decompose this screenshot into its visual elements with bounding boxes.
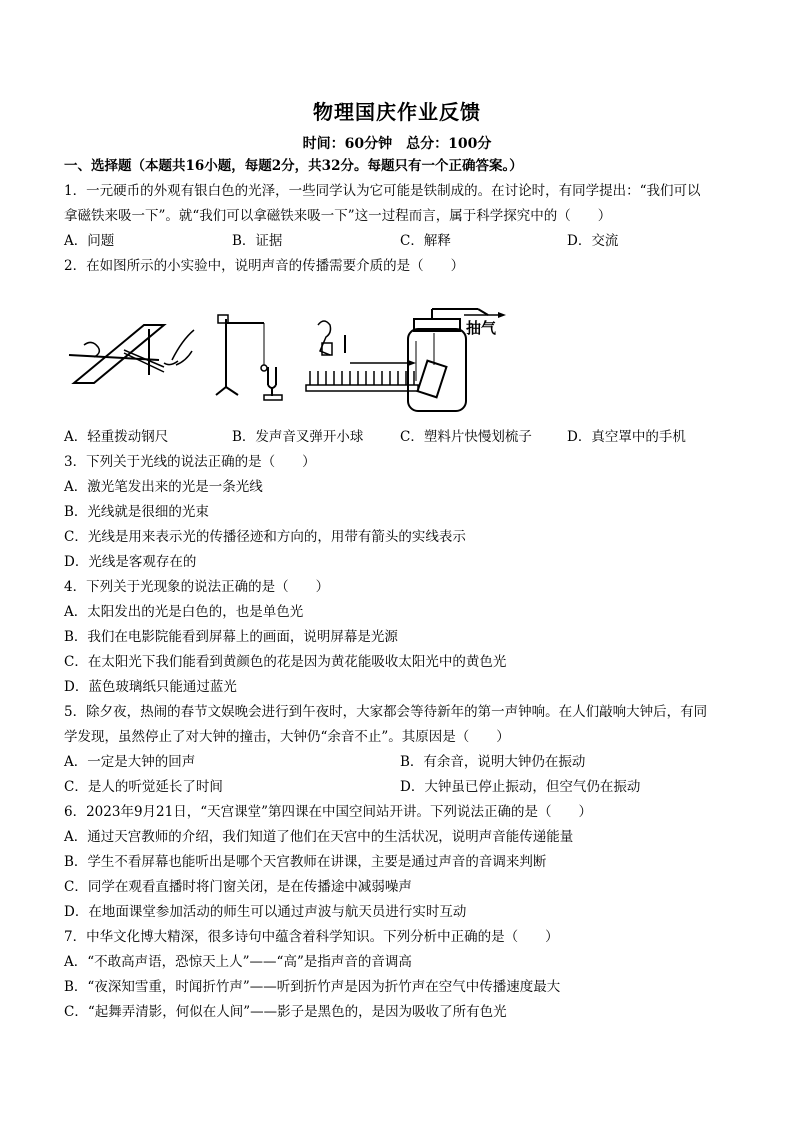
tuning-fork-figure xyxy=(212,305,292,405)
q7-option-a: A．“不敢高声语，恐惊天上人”——“高”是指声音的音调高 xyxy=(64,954,412,970)
q4-option-c: C．在太阳光下我们能看到黄颜色的花是因为黄花能吸收太阳光中的黄色光 xyxy=(64,654,507,670)
q1-option-c: C．解释 xyxy=(400,233,451,249)
section-heading: 一、选择题（本题共16小题，每题2分，共32分。每题只有一个正确答案。） xyxy=(64,158,523,174)
q2-option-b: B．发声音叉弹开小球 xyxy=(232,429,364,445)
q3-option-d: D．光线是客观存在的 xyxy=(64,554,197,570)
question-4-text: 4．下列关于光现象的说法正确的是（ ） xyxy=(64,579,330,595)
q4-option-b: B．我们在电影院能看到屏幕上的画面，说明屏幕是光源 xyxy=(64,629,398,645)
comb-figure xyxy=(300,305,420,405)
pump-air-label: 抽气 xyxy=(466,319,497,337)
q1-option-d: D．交流 xyxy=(567,233,619,249)
q2-option-a: A．轻重拨动钢尺 xyxy=(64,429,169,445)
question-6-text: 6．2023年9月21日，“天宫课堂”第四课在中国空间站开讲。下列说法正确的是（ ） xyxy=(64,804,593,820)
q5-option-b: B．有余音，说明大钟仍在振动 xyxy=(400,754,586,770)
q5-option-c: C．是人的听觉延长了时间 xyxy=(64,779,223,795)
question-7-text: 7．中华文化博大精深，很多诗句中蕴含着科学知识。下列分析中正确的是（ ） xyxy=(64,929,559,945)
question-2-text: 2．在如图所示的小实验中，说明声音的传播需要介质的是（ ） xyxy=(64,258,465,274)
q3-option-c: C．光线是用来表示光的传播径迹和方向的，用带有箭头的实线表示 xyxy=(64,529,466,545)
q2-option-d: D．真空罩中的手机 xyxy=(567,429,686,445)
question-3-text: 3．下列关于光线的说法正确的是（ ） xyxy=(64,454,316,470)
q4-option-d: D．蓝色玻璃纸只能通过蓝光 xyxy=(64,679,237,695)
q3-option-a: A．激光笔发出来的光是一条光线 xyxy=(64,479,263,495)
vacuum-jar-figure xyxy=(404,305,514,415)
question-1-text: 1．一元硬币的外观有银白色的光泽，一些同学认为它可能是铁制成的。在讨论时，有同学提出：“我们可以 xyxy=(64,183,701,199)
q7-option-b: B．“夜深知雪重，时闻折竹声”——听到折竹声是因为折竹声在空气中传播速度最大 xyxy=(64,979,561,995)
q1-option-b: B．证据 xyxy=(232,233,283,249)
question-5-text: 5．除夕夜，热闹的春节文娱晚会进行到午夜时，大家都会等待新年的第一声钟响。在人们敲响大钟后，有同 xyxy=(64,704,708,720)
q3-option-b: B．光线就是很细的光束 xyxy=(64,504,209,520)
question-5-text-cont: 学发现，虽然停止了对大钟的撞击，大钟仍“余音不止”。其原因是（ ） xyxy=(64,729,510,745)
q6-option-a: A．通过天宫教师的介绍，我们知道了他们在天宫中的生活状况，说明声音能传递能量 xyxy=(64,829,574,845)
q6-option-d: D．在地面课堂参加活动的师生可以通过声波与航天员进行实时互动 xyxy=(64,904,467,920)
q6-option-c: C．同学在观看直播时将门窗关闭，是在传播途中减弱噪声 xyxy=(64,879,412,895)
q5-option-a: A．一定是大钟的回声 xyxy=(64,754,196,770)
page-title: 物理国庆作业反馈 xyxy=(313,100,481,124)
steel-ruler-figure xyxy=(64,305,204,405)
q1-option-a: A．问题 xyxy=(64,233,115,249)
experiment-figure xyxy=(64,305,514,415)
q6-option-b: B．学生不看屏幕也能听出是哪个天宫教师在讲课，主要是通过声音的音调来判断 xyxy=(64,854,547,870)
exam-time-score: 时间：60分钟 总分：100分 xyxy=(302,136,492,152)
q7-option-c: C．“起舞弄清影，何似在人间”——影子是黑色的，是因为吸收了所有色光 xyxy=(64,1004,507,1020)
q5-option-d: D．大钟虽已停止振动，但空气仍在振动 xyxy=(400,779,641,795)
q4-option-a: A．太阳发出的光是白色的，也是单色光 xyxy=(64,604,304,620)
question-1-text-cont: 拿磁铁来吸一下”。就“我们可以拿磁铁来吸一下”这一过程而言，属于科学探究中的（ ） xyxy=(64,208,612,224)
q2-option-c: C．塑料片快慢划梳子 xyxy=(400,429,532,445)
